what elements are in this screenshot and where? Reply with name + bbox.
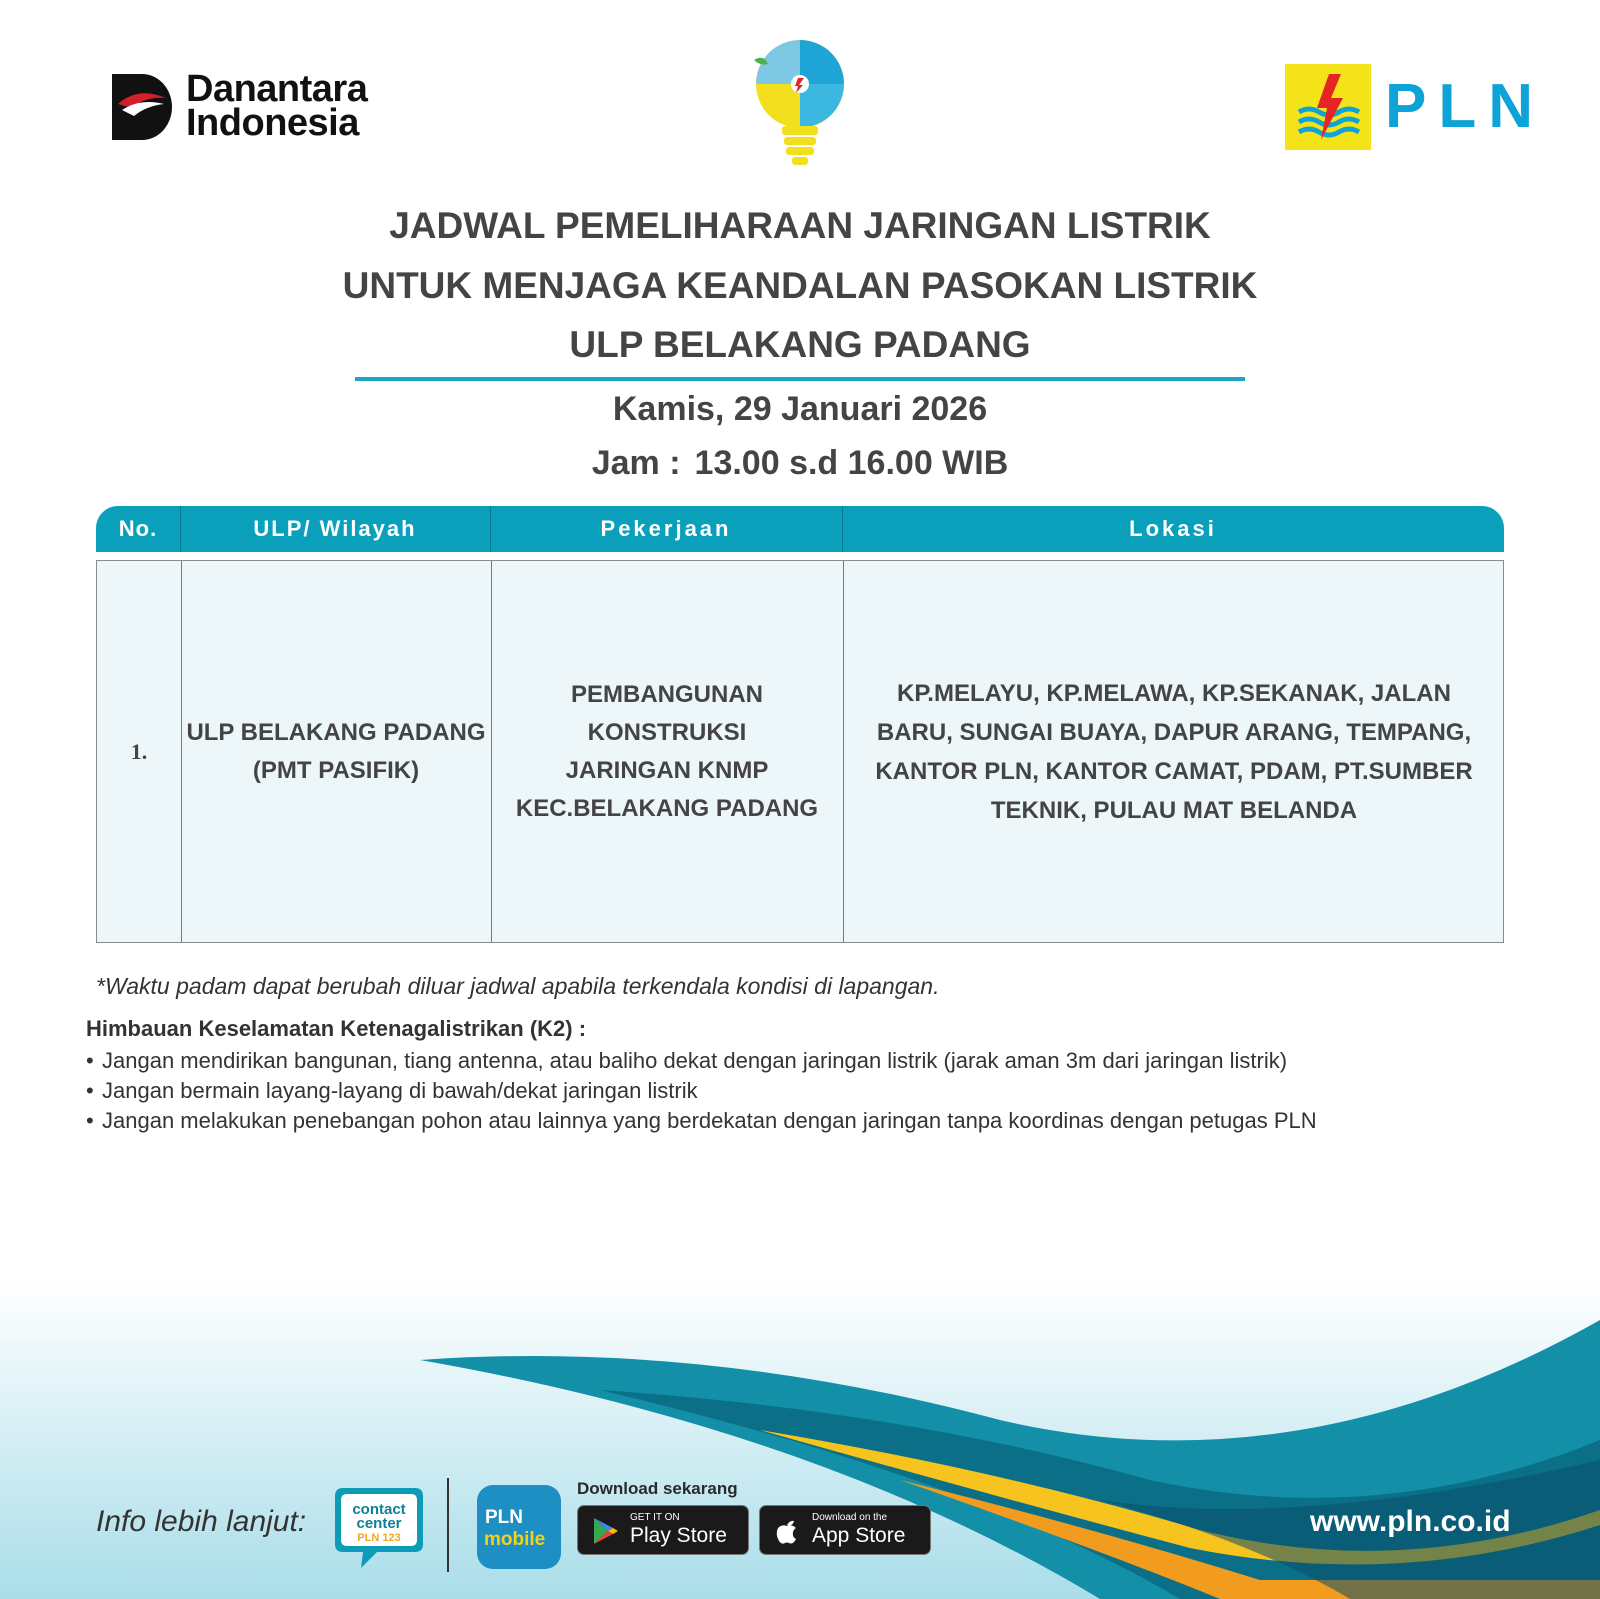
table-header xyxy=(96,506,1504,552)
danantara-wordmark xyxy=(186,68,368,144)
schedule-date: Kamis, 29 Januari 2026 xyxy=(612,390,988,428)
cell-lokasi-line1: KP.MELAYU, KP.MELAWA, KP.SEKANAK, JALAN xyxy=(897,679,1451,707)
table-row xyxy=(96,560,1504,943)
list-item: • Jangan bermain layang-layang di bawah/dekat jaringan listrik xyxy=(86,1076,1536,1106)
play-store-label: Play Store xyxy=(630,1524,727,1547)
title-line3: ULP BELAKANG PADANG xyxy=(569,324,1031,365)
pln-mobile-app-icon[interactable] xyxy=(477,1485,561,1569)
title-line2: UNTUK MENJAGA KEANDALAN PASOKAN LISTRIK xyxy=(342,265,1258,306)
title-divider xyxy=(355,377,1245,381)
cell-pekerjaan xyxy=(491,561,843,942)
pln-mobile-line1: PLN xyxy=(485,1507,523,1528)
disclaimer-note: *Waktu padam dapat berubah diluar jadwal apabila terkendala kondisi di lapangan. xyxy=(96,973,940,999)
danantara-line1: Danantara xyxy=(186,68,368,110)
contact-line1: contact xyxy=(352,1501,406,1518)
play-store-small: GET IT ON xyxy=(630,1512,680,1523)
app-store-button[interactable] xyxy=(759,1505,931,1555)
cell-lokasi-line3: KANTOR PLN, KANTOR CAMAT, PDAM, PT.SUMBER xyxy=(875,757,1473,785)
time-label: Jam : xyxy=(591,444,681,482)
column-header-lokasi: Lokasi xyxy=(1129,516,1217,541)
danantara-line2: Indonesia xyxy=(186,102,359,144)
play-store-icon xyxy=(590,1516,620,1546)
play-store-button[interactable] xyxy=(577,1505,749,1555)
cell-ulp xyxy=(181,561,491,942)
title-line1: JADWAL PEMELIHARAAN JARINGAN LISTRIK xyxy=(389,205,1211,246)
cell-lokasi xyxy=(843,561,1505,942)
cell-lokasi-line4: TEKNIK, PULAU MAT BELANDA xyxy=(990,796,1358,824)
cell-lokasi-line2: BARU, SUNGAI BUAYA, DAPUR ARANG, TEMPANG, xyxy=(876,718,1472,746)
list-item: • Jangan melakukan penebangan pohon atau lainnya yang berdekatan dengan jaringan tanpa koordinas dengan petugas PLN xyxy=(86,1106,1536,1136)
app-store-small: Download on the xyxy=(812,1512,888,1523)
cell-no: 1. xyxy=(130,738,148,764)
column-header-pekerjaan: Pekerjaan xyxy=(600,516,732,541)
schedule-time xyxy=(0,444,1600,483)
info-label: Info lebih lanjut: xyxy=(96,1505,307,1538)
footer-divider xyxy=(447,1478,449,1572)
contact-line2: center xyxy=(356,1515,402,1532)
safety-list xyxy=(86,1046,1536,1136)
list-item: • Jangan mendirikan bangunan, tiang antenna, atau baliho dekat dengan jaringan listrik (jarak aman 3m dari jaringan listrik) xyxy=(86,1046,1536,1076)
cell-ulp-line2: (PMT PASIFIK) xyxy=(252,756,420,784)
download-label: Download sekarang xyxy=(577,1479,738,1498)
pln-emblem-icon xyxy=(1285,64,1371,150)
app-store-label: App Store xyxy=(812,1524,906,1547)
pln-logo xyxy=(1285,64,1545,150)
contact-line3: PLN 123 xyxy=(357,1532,401,1544)
cell-pekerjaan-line1: PEMBANGUNAN KONSTRUKSI xyxy=(571,680,763,746)
pln-wordmark: PLN xyxy=(1385,72,1545,141)
column-header-no: No. xyxy=(118,516,158,541)
lightbulb-puzzle-icon xyxy=(752,38,848,168)
cell-pekerjaan-line2: JARINGAN KNMP xyxy=(565,756,769,784)
pln-mobile-line2: mobile xyxy=(484,1529,546,1550)
safety-title: Himbauan Keselamatan Ketenagalistrikan (K2) : xyxy=(86,1016,587,1041)
cell-ulp-line1: ULP BELAKANG PADANG xyxy=(186,718,486,746)
column-header-ulp: ULP/ Wilayah xyxy=(253,516,417,541)
cell-pekerjaan-line3: KEC.BELAKANG PADANG xyxy=(515,794,819,822)
website-link[interactable]: www.pln.co.id xyxy=(1310,1505,1511,1538)
danantara-mark-icon xyxy=(112,74,172,140)
contact-center-icon[interactable] xyxy=(333,1480,425,1572)
danantara-logo xyxy=(112,68,382,144)
apple-icon xyxy=(772,1516,802,1546)
time-value: 13.00 s.d 16.00 WIB xyxy=(694,444,1009,482)
